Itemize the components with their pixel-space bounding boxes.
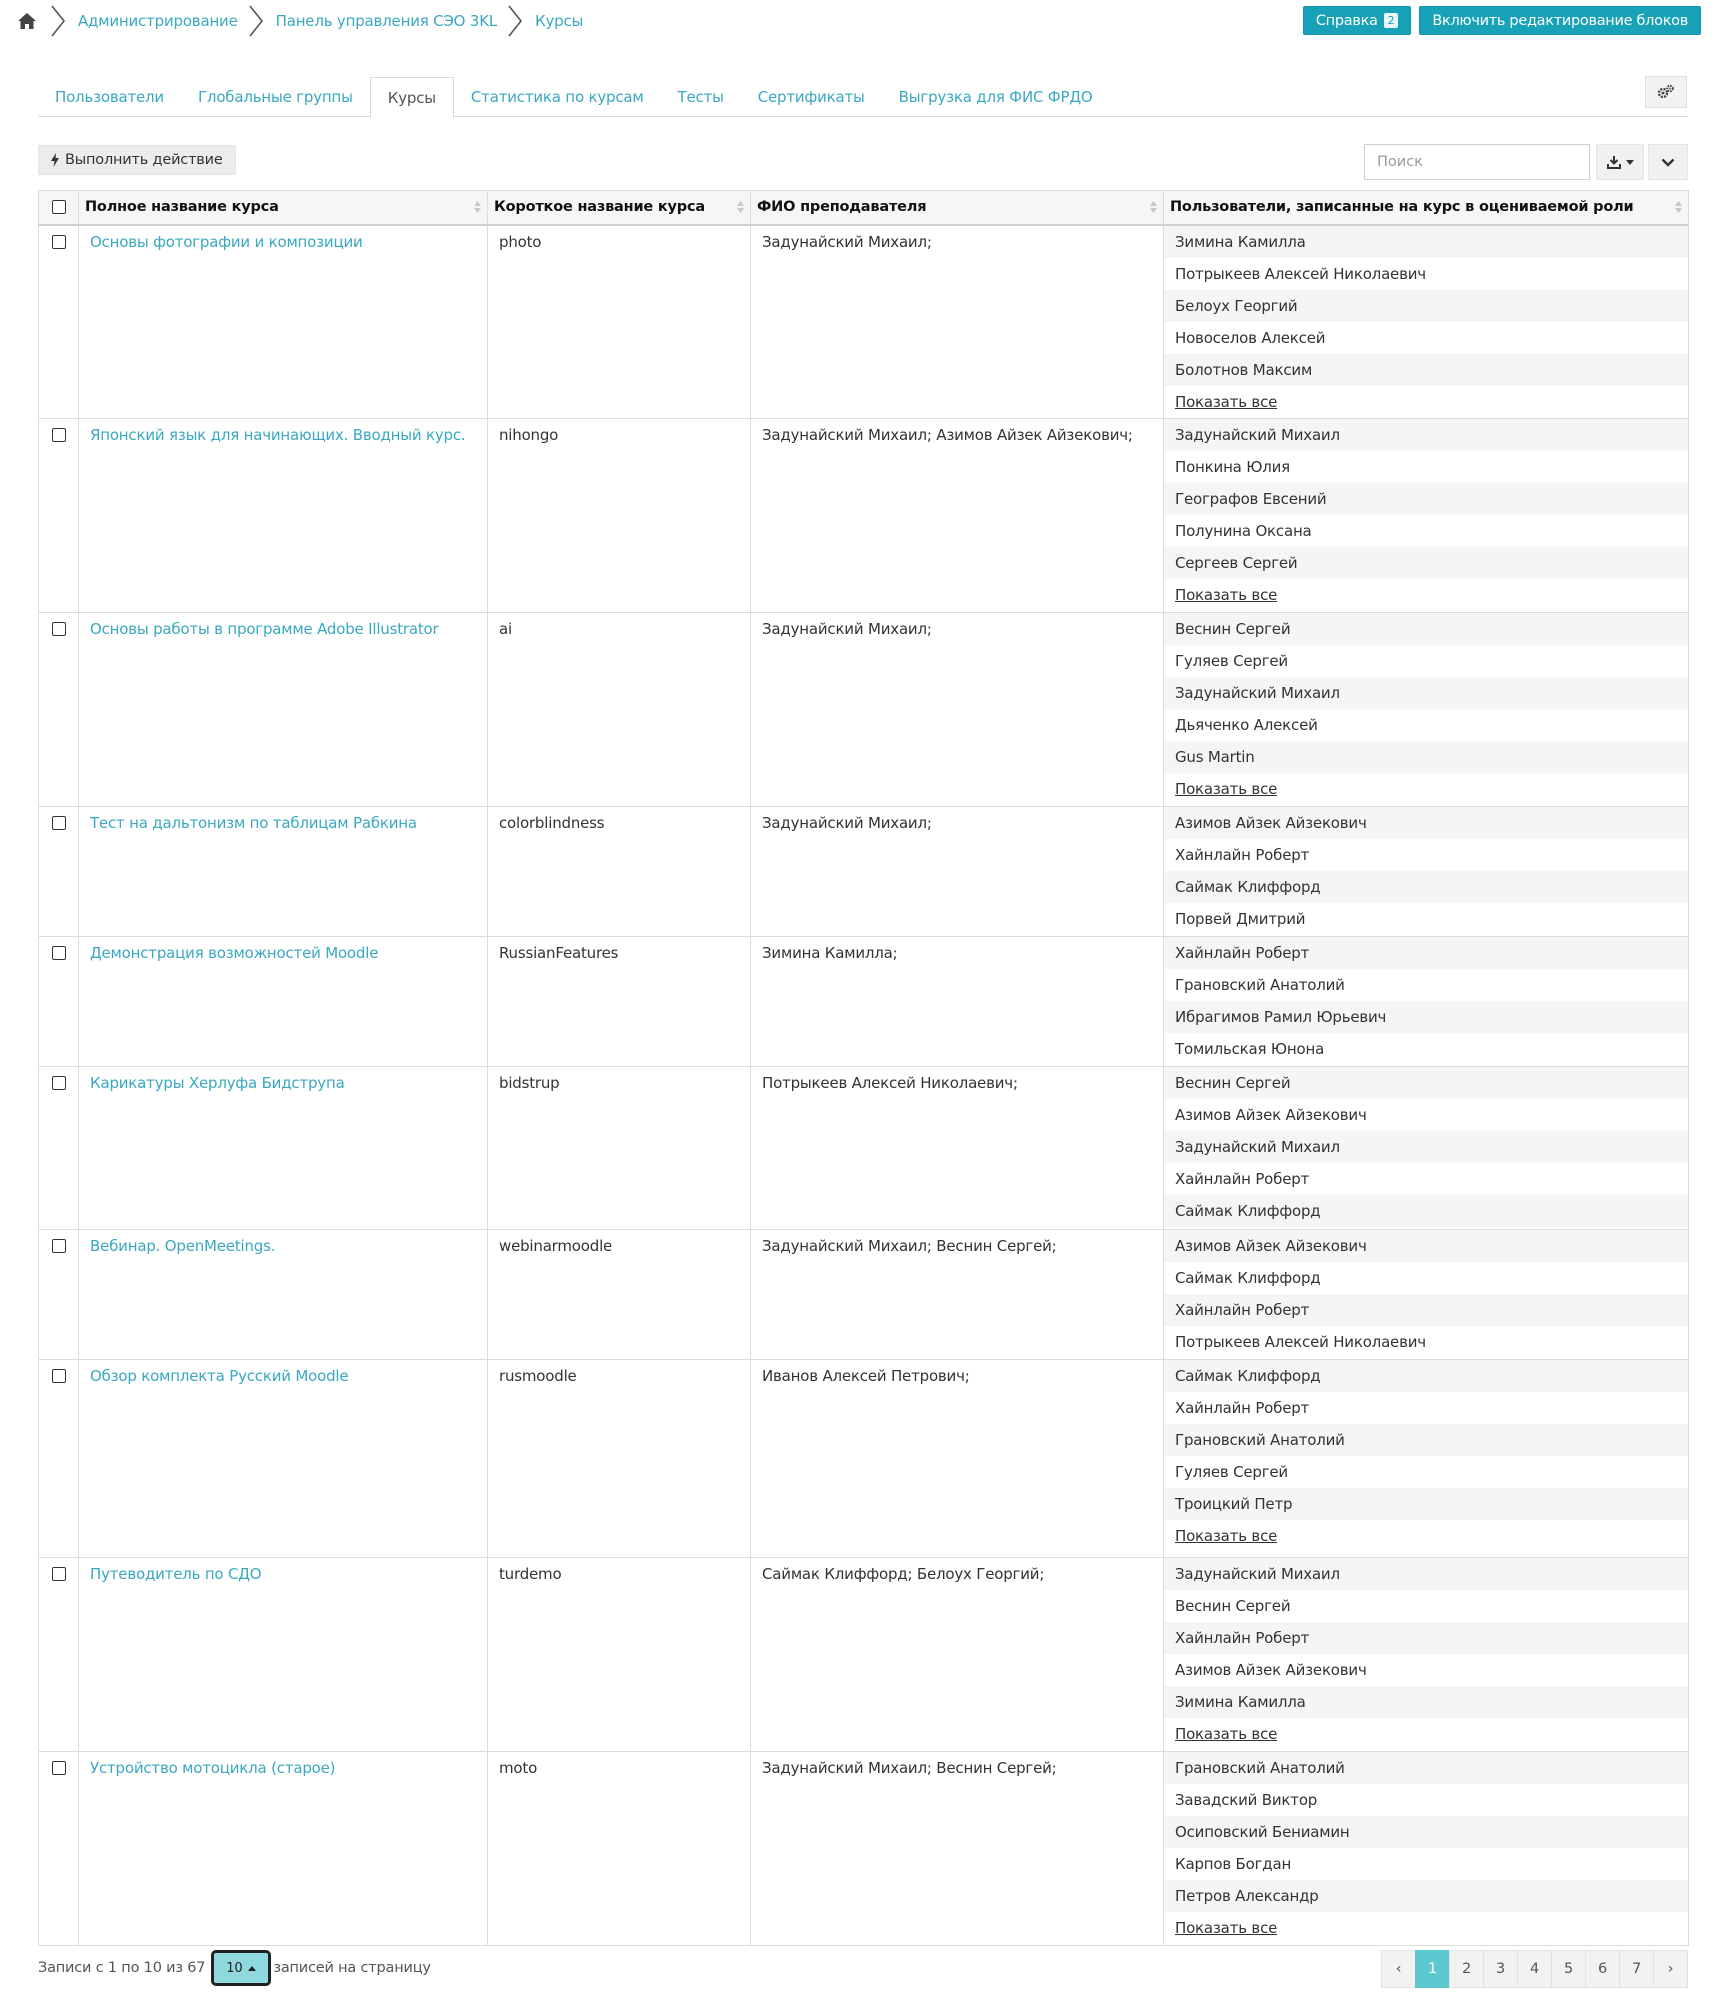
course-short-name: moto	[488, 1752, 751, 1946]
select-all-cell	[39, 191, 79, 225]
course-teacher: Задунайский Михаил; Азимов Айзек Айзекович;	[751, 419, 1164, 613]
show-all-link[interactable]: Показать все	[1175, 392, 1278, 411]
enrolled-users-list	[1164, 807, 1688, 935]
row-select-cell	[39, 1360, 79, 1558]
course-name-cell	[79, 1067, 488, 1230]
enrolled-user: Новоселов Алексей	[1175, 328, 1326, 347]
enrolled-user: Задунайский Михаил	[1164, 419, 1688, 451]
settings-gears-button[interactable]	[1645, 76, 1687, 108]
enrolled-user: Саймак Клиффорд	[1164, 871, 1688, 903]
column-header-label: Полное название курса	[85, 199, 279, 216]
course-teacher: Зимина Камилла;	[751, 937, 1164, 1067]
course-name-cell	[79, 1360, 488, 1558]
tab-bar	[38, 77, 1688, 117]
pagination-page-1[interactable]: 1	[1415, 1950, 1450, 1988]
table-header-row	[39, 191, 1689, 225]
tab-tests[interactable]: Тесты	[677, 88, 724, 106]
lightning-icon	[51, 153, 59, 167]
course-name-cell	[79, 419, 488, 613]
enrolled-user: Веснин Сергей	[1164, 613, 1688, 645]
enrolled-user: Саймак Клиффорд	[1164, 1195, 1688, 1227]
enrolled-users-list	[1164, 1752, 1688, 1944]
enrolled-users-list	[1164, 1067, 1688, 1227]
enrolled-users-cell	[1164, 1230, 1689, 1360]
enrolled-user: Азимов Айзек Айзекович	[1164, 807, 1688, 839]
enrolled-users-cell	[1164, 807, 1689, 937]
courses-table	[38, 190, 1689, 1946]
course-name-cell	[79, 1558, 488, 1752]
toggle-columns-button[interactable]	[1648, 144, 1688, 180]
enrolled-users-list	[1164, 419, 1688, 611]
enrolled-user: Карпов Богдан	[1175, 1855, 1292, 1873]
enrolled-users-list	[1164, 1230, 1688, 1358]
enrolled-user: Белоух Георгий	[1164, 290, 1688, 322]
pagination-next-button[interactable]: ›	[1653, 1950, 1688, 1988]
course-short-name: nihongo	[488, 419, 751, 613]
table-row	[39, 613, 1689, 807]
table-body	[39, 225, 1689, 1946]
enrolled-user: Гуляев Сергей	[1175, 1463, 1288, 1481]
caret-up-icon	[248, 1966, 256, 1971]
enrolled-user: Потрыкеев Алексей Николаевич	[1175, 264, 1426, 283]
column-header-full-name[interactable]	[79, 191, 488, 225]
course-teacher: Задунайский Михаил; Веснин Сергей;	[751, 1230, 1164, 1360]
enrolled-users-cell	[1164, 1067, 1689, 1230]
table-row	[39, 1360, 1689, 1558]
course-teacher: Задунайский Михаил; Веснин Сергей;	[751, 1752, 1164, 1946]
enrolled-users-list	[1164, 613, 1688, 805]
course-short-name: bidstrup	[488, 1067, 751, 1230]
show-all-link[interactable]: Показать все	[1175, 586, 1278, 604]
show-all-link[interactable]: Показать все	[1175, 1919, 1278, 1937]
show-all-row	[1164, 773, 1688, 805]
column-header-short-name[interactable]	[488, 191, 751, 225]
enrolled-user: Азимов Айзек Айзекович	[1175, 1106, 1367, 1124]
tab-global-groups[interactable]: Глобальные группы	[197, 88, 353, 106]
pagination-page-7[interactable]: 7	[1619, 1950, 1654, 1988]
gears-icon	[1657, 84, 1675, 100]
pagination-page-3[interactable]: 3	[1483, 1950, 1518, 1988]
row-checkbox[interactable]	[52, 428, 66, 442]
enrolled-users-cell	[1164, 225, 1689, 419]
course-name-cell	[79, 807, 488, 937]
course-name-link[interactable]: Вебинар. OpenMeetings.	[90, 1237, 276, 1255]
course-name-link[interactable]: Демонстрация возможностей Moodle	[90, 944, 379, 962]
show-all-link[interactable]: Показать все	[1175, 780, 1278, 798]
enrolled-users-list	[1164, 1360, 1688, 1552]
enrolled-users-cell	[1164, 1558, 1689, 1752]
course-name-link[interactable]: Обзор комплекта Русский Moodle	[90, 1367, 349, 1385]
records-info: Записи с 1 по 10 из 67	[38, 1960, 206, 1976]
enrolled-user: Веснин Сергей	[1175, 1597, 1291, 1615]
edit-blocks-button[interactable]: Включить редактирование блоков	[1419, 6, 1701, 35]
row-checkbox[interactable]	[52, 235, 66, 249]
course-teacher: Задунайский Михаил;	[751, 225, 1164, 419]
enrolled-user: Хайнлайн Роберт	[1164, 937, 1688, 969]
enrolled-user: Зимина Камилла	[1164, 226, 1688, 258]
enrolled-user: Саймак Клиффорд	[1164, 1360, 1688, 1392]
help-button-label: Справка	[1315, 12, 1378, 29]
enrolled-user: Хайнлайн Роберт	[1175, 1170, 1310, 1188]
row-select-cell	[39, 613, 79, 807]
search-input[interactable]	[1364, 144, 1590, 180]
enrolled-user: Завадский Виктор	[1175, 1791, 1318, 1809]
course-teacher: Саймак Клиффорд; Белоух Георгий;	[751, 1558, 1164, 1752]
row-checkbox[interactable]	[52, 946, 66, 960]
enrolled-user: Болотнов Максим	[1164, 354, 1688, 386]
column-header-label: ФИО преподавателя	[757, 199, 927, 216]
enrolled-user: Троицкий Петр	[1164, 1488, 1688, 1520]
enrolled-user: Веснин Сергей	[1164, 1067, 1688, 1099]
course-short-name: rusmoodle	[488, 1360, 751, 1558]
pagination-prev-button[interactable]: ‹	[1381, 1950, 1416, 1988]
enrolled-user: Гуляев Сергей	[1175, 652, 1288, 670]
row-select-cell	[39, 937, 79, 1067]
enrolled-user: Хайнлайн Роберт	[1175, 1399, 1310, 1417]
course-name-cell	[79, 1230, 488, 1360]
tab-courses[interactable]: Курсы	[370, 77, 454, 118]
row-select-cell	[39, 225, 79, 419]
enrolled-users-cell	[1164, 419, 1689, 613]
enrolled-user: Задунайский Михаил	[1164, 677, 1688, 709]
course-name-cell	[79, 937, 488, 1067]
enrolled-user: Осиповский Бениамин	[1164, 1816, 1688, 1848]
course-name-link[interactable]: Японский язык для начинающих. Вводный курс.	[90, 426, 466, 444]
home-icon[interactable]	[14, 8, 40, 34]
export-button[interactable]	[1596, 144, 1644, 180]
row-checkbox[interactable]	[52, 622, 66, 636]
course-teacher: Иванов Алексей Петрович;	[751, 1360, 1164, 1558]
tab-fis-frdo-export[interactable]: Выгрузка для ФИС ФРДО	[898, 88, 1093, 106]
chevron-right-icon	[48, 3, 68, 39]
enrolled-users-list	[1164, 1558, 1688, 1750]
enrolled-users-cell	[1164, 937, 1689, 1067]
row-checkbox[interactable]	[52, 1761, 66, 1775]
enrolled-user: Полунина Оксана	[1175, 522, 1312, 540]
help-button[interactable]	[1303, 6, 1412, 35]
column-header-label: Короткое название курса	[494, 199, 705, 216]
row-select-cell	[39, 1558, 79, 1752]
table-row	[39, 1752, 1689, 1946]
show-all-row	[1164, 386, 1688, 418]
enrolled-user: Gus Martin	[1164, 741, 1688, 773]
select-all-checkbox[interactable]	[52, 200, 66, 214]
enrolled-user: Азимов Айзек Айзекович	[1175, 1661, 1367, 1679]
chevron-right-icon	[505, 3, 525, 39]
course-name-link[interactable]: Основы фотографии и композиции	[90, 232, 363, 251]
course-short-name: photo	[488, 225, 751, 419]
tab-course-statistics[interactable]: Статистика по курсам	[470, 88, 644, 106]
course-name-cell	[79, 225, 488, 419]
enrolled-user: Грановский Анатолий	[1164, 1424, 1688, 1456]
pagination-page-2[interactable]: 2	[1449, 1950, 1484, 1988]
pagination-page-4[interactable]: 4	[1517, 1950, 1552, 1988]
course-name-cell	[79, 613, 488, 807]
pagination-page-6[interactable]: 6	[1585, 1950, 1620, 1988]
enrolled-users-cell	[1164, 1360, 1689, 1558]
per-page-value: 10	[226, 1960, 243, 1976]
show-all-row	[1164, 1718, 1688, 1750]
tab-certificates[interactable]: Сертификаты	[757, 88, 865, 106]
table-row	[39, 937, 1689, 1067]
enrolled-user: Ибрагимов Рамил Юрьевич	[1164, 1001, 1688, 1033]
enrolled-user: Хайнлайн Роберт	[1164, 1294, 1688, 1326]
table-footer-info	[38, 1950, 431, 1986]
course-short-name: turdemo	[488, 1558, 751, 1752]
sort-icon	[474, 201, 481, 213]
enrolled-users-list	[1164, 226, 1688, 418]
course-teacher: Задунайский Михаил;	[751, 613, 1164, 807]
sort-icon	[1675, 201, 1682, 213]
row-checkbox[interactable]	[52, 1076, 66, 1090]
table-row	[39, 1230, 1689, 1360]
course-name-link[interactable]: Путеводитель по СДО	[90, 1565, 262, 1583]
table-row	[39, 1067, 1689, 1230]
show-all-row	[1164, 1520, 1688, 1552]
course-short-name: colorblindness	[488, 807, 751, 937]
course-short-name: ai	[488, 613, 751, 807]
row-select-cell	[39, 807, 79, 937]
table-row	[39, 225, 1689, 419]
breadcrumb-item-control-panel[interactable]: Панель управления СЭО 3KL	[275, 12, 497, 30]
enrolled-user: Грановский Анатолий	[1164, 1752, 1688, 1784]
course-name-link[interactable]: Устройство мотоцикла (старое)	[90, 1759, 336, 1777]
course-short-name: webinarmoodle	[488, 1230, 751, 1360]
table-row	[39, 807, 1689, 937]
tab-users[interactable]: Пользователи	[55, 88, 164, 106]
enrolled-user: Сергеев Сергей	[1164, 547, 1688, 579]
enrolled-user: Хайнлайн Роберт	[1175, 846, 1310, 864]
row-checkbox[interactable]	[52, 1369, 66, 1383]
enrolled-user: Дьяченко Алексей	[1175, 716, 1318, 734]
show-all-link[interactable]: Показать все	[1175, 1725, 1278, 1743]
row-select-cell	[39, 1067, 79, 1230]
breadcrumb-item-courses[interactable]: Курсы	[535, 12, 584, 30]
breadcrumb	[14, 6, 583, 36]
course-teacher: Потрыкеев Алексей Николаевич;	[751, 1067, 1164, 1230]
row-select-cell	[39, 1752, 79, 1946]
row-select-cell	[39, 1230, 79, 1360]
show-all-row	[1164, 1912, 1688, 1944]
row-checkbox[interactable]	[52, 1239, 66, 1253]
course-teacher: Задунайский Михаил;	[751, 807, 1164, 937]
enrolled-user: Потрыкеев Алексей Николаевич	[1175, 1333, 1426, 1351]
sort-icon	[1150, 201, 1157, 213]
enrolled-users-cell	[1164, 1752, 1689, 1946]
enrolled-user: Задунайский Михаил	[1164, 1558, 1688, 1590]
course-short-name: RussianFeatures	[488, 937, 751, 1067]
table-row	[39, 1558, 1689, 1752]
course-name-link[interactable]: Тест на дальтонизм по таблицам Рабкина	[90, 814, 417, 832]
enrolled-user: Понкина Юлия	[1175, 458, 1290, 476]
course-name-cell	[79, 1752, 488, 1946]
table-row	[39, 419, 1689, 613]
pagination-page-5[interactable]: 5	[1551, 1950, 1586, 1988]
execute-action-label: Выполнить действие	[65, 152, 223, 168]
row-checkbox[interactable]	[52, 816, 66, 830]
execute-action-button[interactable]	[38, 145, 236, 175]
enrolled-user: Петров Александр	[1164, 1880, 1688, 1912]
help-count-badge: 2	[1384, 13, 1399, 28]
pagination	[1382, 1950, 1688, 1988]
download-icon	[1607, 156, 1621, 169]
row-select-cell	[39, 419, 79, 613]
breadcrumb-item-administration[interactable]: Администрирование	[78, 12, 238, 30]
caret-down-icon	[1626, 160, 1634, 165]
enrolled-user: Томильская Юнона	[1175, 1040, 1325, 1058]
enrolled-user: Саймак Клиффорд	[1175, 1269, 1321, 1287]
show-all-row	[1164, 579, 1688, 611]
per-page-select[interactable]	[211, 1950, 271, 1986]
enrolled-user: Порвей Дмитрий	[1175, 910, 1306, 928]
enrolled-user: Зимина Камилла	[1164, 1686, 1688, 1718]
chevron-down-icon	[1661, 158, 1675, 167]
row-checkbox[interactable]	[52, 1567, 66, 1581]
course-name-link[interactable]: Карикатуры Херлуфа Бидструпа	[90, 1074, 345, 1092]
enrolled-user: Грановский Анатолий	[1175, 976, 1345, 994]
show-all-link[interactable]: Показать все	[1175, 1527, 1278, 1545]
column-header-enrolled-users[interactable]	[1164, 191, 1689, 225]
course-name-link[interactable]: Основы работы в программе Adobe Illustrator	[90, 620, 439, 638]
enrolled-user: Задунайский Михаил	[1164, 1131, 1688, 1163]
chevron-right-icon	[246, 3, 266, 39]
enrolled-users-cell	[1164, 613, 1689, 807]
per-page-suffix: записей на страницу	[273, 1960, 431, 1976]
enrolled-user: Географов Евсений	[1164, 483, 1688, 515]
column-header-label: Пользователи, записанные на курс в оцениваемой роли	[1170, 199, 1634, 216]
sort-icon	[737, 201, 744, 213]
enrolled-user: Азимов Айзек Айзекович	[1164, 1230, 1688, 1262]
enrolled-user: Хайнлайн Роберт	[1164, 1622, 1688, 1654]
header-buttons	[1303, 6, 1701, 35]
enrolled-users-list	[1164, 937, 1688, 1065]
column-header-teacher[interactable]	[751, 191, 1164, 225]
